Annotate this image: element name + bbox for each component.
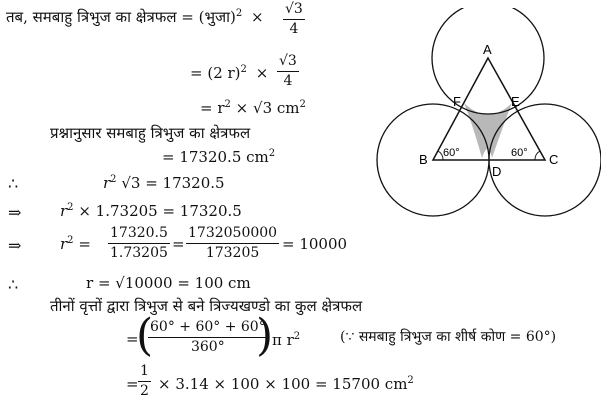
exponent: 2 xyxy=(67,235,74,246)
exponent: 2 xyxy=(407,375,414,386)
equals-sign-2: = xyxy=(172,235,185,253)
equals-sign: = xyxy=(78,235,91,253)
exponent: 2 xyxy=(240,64,247,75)
therefore-symbol-2: ∴ xyxy=(8,275,19,294)
exponent: 2 xyxy=(110,174,117,185)
exponent: 2 xyxy=(293,331,301,342)
vertex-label-a: A xyxy=(483,42,492,57)
fraction-numerator: 1 xyxy=(138,364,151,382)
angle-arc-c xyxy=(535,151,540,160)
circle-top xyxy=(432,8,544,114)
line-equation-3-lhs xyxy=(60,237,91,252)
circles-triangle-figure xyxy=(375,8,601,228)
line-given-area xyxy=(162,150,275,165)
fraction-sqrt3-over-4-second xyxy=(277,54,299,90)
point-label-e: E xyxy=(511,94,520,109)
final-area-value: × 3.14 × 100 × 100 = 15700 cm xyxy=(158,375,408,393)
vertex-label-c: C xyxy=(549,152,559,167)
area-formula-lhs: तब, समबाहु त्रिभुज का क्षेत्रफल = (भुजा) xyxy=(6,8,236,26)
line-sector-statement: तीनों वृत्तों द्वारा त्रिभुज से बने त्रिज्यखण्डो का कुल क्षेत्रफल xyxy=(50,297,363,315)
simplified-text: = r xyxy=(200,99,225,117)
fraction-denominator: 4 xyxy=(289,21,299,38)
equals-sign-4: = xyxy=(126,375,139,393)
fraction-scaled xyxy=(186,226,279,262)
fraction-numerator: 17320.5 xyxy=(108,226,170,244)
line-final-area xyxy=(158,377,414,392)
exponent: 2 xyxy=(299,99,306,110)
fraction-denominator: 2 xyxy=(140,383,149,400)
fraction-numerator: √3 xyxy=(283,2,305,20)
times-symbol: × xyxy=(251,8,264,26)
angle-label-c: 60° xyxy=(511,147,528,159)
fraction-denominator: 4 xyxy=(283,73,293,90)
implies-symbol: ⇒ xyxy=(8,203,22,222)
fraction-numerator: 1732050000 xyxy=(186,226,279,244)
vertex-label-b: B xyxy=(419,152,428,167)
exponent: 2 xyxy=(67,202,74,213)
fraction-numerator: 60° + 60° + 60° xyxy=(148,320,268,338)
substitution-lhs: = (2 r) xyxy=(190,64,241,82)
line-given-statement xyxy=(50,126,250,141)
line-equation-1 xyxy=(103,176,225,191)
given-statement-text: प्रश्नानुसार समबाहु त्रिभुज का क्षेत्रफल xyxy=(50,124,251,142)
fraction-denominator: 360° xyxy=(190,339,225,356)
angle-label-b: 60° xyxy=(443,147,460,159)
line-substitution xyxy=(190,66,268,81)
equation-3-result: = 10000 xyxy=(282,235,348,253)
var-r: r xyxy=(60,202,68,220)
given-area-value: = 17320.5 cm xyxy=(162,148,269,166)
line-area-formula xyxy=(6,10,264,25)
exponent: 2 xyxy=(268,148,276,159)
simplified-rest: × √3 cm xyxy=(235,99,300,117)
pi-r: π r xyxy=(272,331,294,349)
equation-1-rest: √3 = 17320.5 xyxy=(121,174,225,192)
times-symbol: × xyxy=(255,64,269,82)
line-radius-result: r = √10000 = 100 cm xyxy=(86,274,251,292)
therefore-symbol: ∴ xyxy=(8,174,19,193)
fraction-angle-sum xyxy=(148,320,268,356)
exponent: 2 xyxy=(235,8,243,19)
fraction-denominator: 173205 xyxy=(205,245,260,262)
fraction-numerator: √3 xyxy=(277,54,299,72)
fraction-area-over-root3 xyxy=(108,226,170,262)
var-r: r xyxy=(103,174,111,192)
point-label-d: D xyxy=(492,164,502,179)
line-simplified-area xyxy=(200,101,306,116)
equals-sign-3: = xyxy=(126,330,139,348)
implies-symbol-2: ⇒ xyxy=(8,236,22,255)
fraction-denominator: 1.73205 xyxy=(110,245,168,262)
equation-2-rest: × 1.73205 = 17320.5 xyxy=(78,202,242,220)
close-parenthesis: ) xyxy=(256,310,274,361)
exponent: 2 xyxy=(224,99,231,110)
vertex-angle-note: (∵ समबाहु त्रिभुज का शीर्ष कोण = 60°) xyxy=(340,329,557,345)
var-r: r xyxy=(60,235,68,253)
pi-r-squared xyxy=(272,333,300,348)
fraction-half xyxy=(138,364,151,400)
open-parenthesis: ( xyxy=(136,310,154,361)
point-label-f: F xyxy=(453,94,461,109)
fraction-sqrt3-over-4 xyxy=(283,2,305,38)
line-equation-2 xyxy=(60,204,242,219)
